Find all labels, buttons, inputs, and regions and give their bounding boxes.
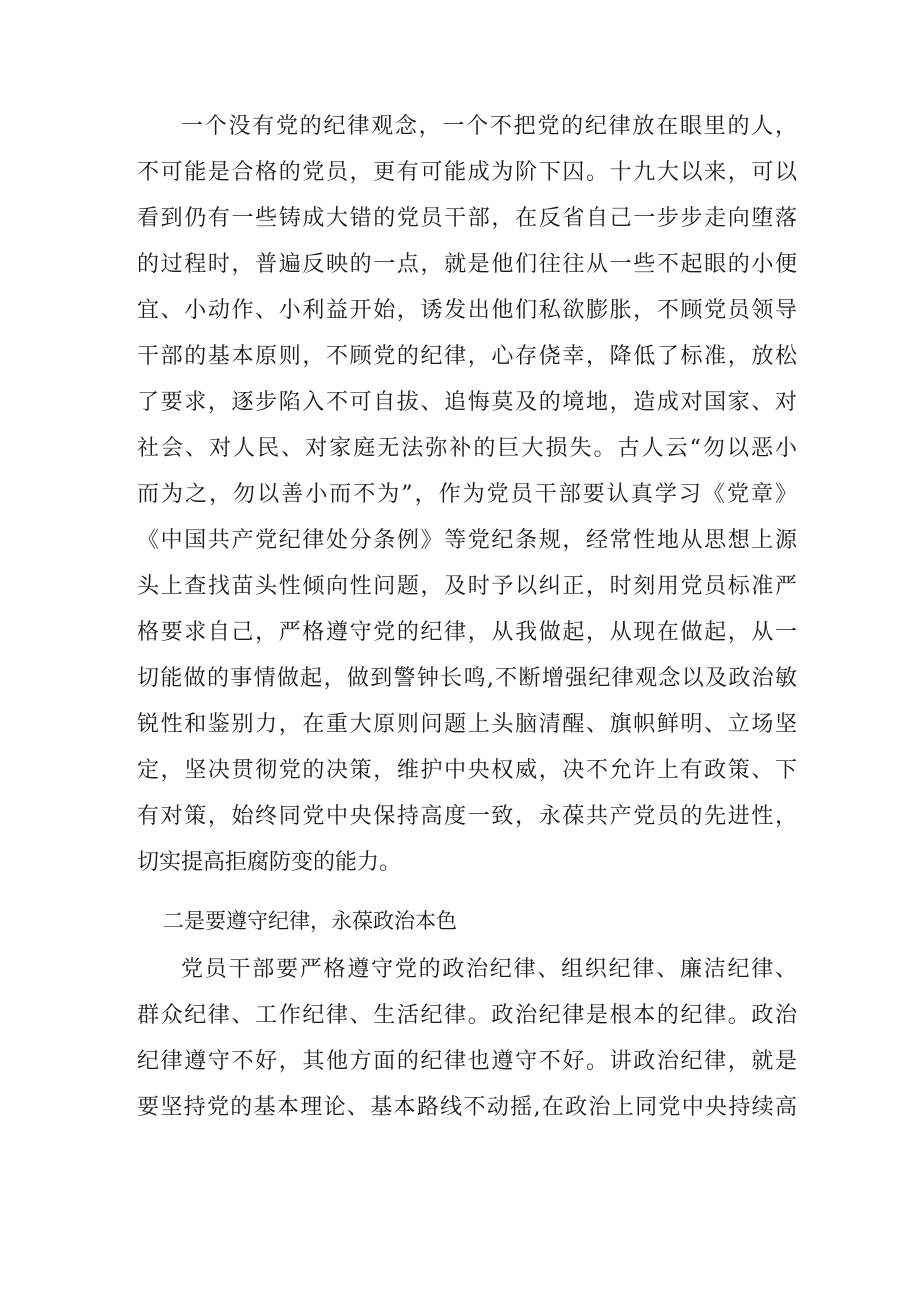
text-line: 一个没有党的纪律观念，一个不把党的纪律放在眼里的人， — [181, 114, 797, 139]
text-line: 不可能是合格的党员，更有可能成为阶下囚。十九大以来，可以 — [137, 160, 797, 185]
text-line: 格要求自己，严格遵守党的纪律，从我做起，从现在做起，从一 — [137, 620, 797, 645]
text-line: 定，坚决贯彻党的决策，维护中央权威，决不允许上有政策、下 — [137, 758, 797, 783]
text-line: 的过程时，普遍反映的一点，就是他们往往从一些不起眼的小便 — [137, 252, 797, 277]
text-line: 干部的基本原则，不顾党的纪律，心存侥幸，降低了标准，放松 — [137, 344, 797, 369]
text-line: 《中国共产党纪律处分条例》等党纪条规，经常性地从思想上源 — [137, 528, 797, 553]
paragraph-gap — [137, 886, 797, 898]
text-line: 切能做的事情做起，做到警钟长鸣,不断增强纪律观念以及政治敏 — [137, 666, 797, 691]
section-heading: 二是要遵守纪律，永葆政治本色 — [163, 909, 457, 933]
text-line: 社会、对人民、对家庭无法弥补的巨大损失。古人云“勿以恶小 — [137, 436, 797, 461]
text-line: 纪律遵守不好，其他方面的纪律也遵守不好。讲政治纪律，就是 — [137, 1049, 797, 1074]
text-line: 了要求，逐步陷入不可自拔、追悔莫及的境地，造成对国家、对 — [137, 390, 797, 415]
text-line: 宜、小动作、小利益开始，诱发出他们私欲膨胀，不顾党员领导 — [137, 298, 797, 323]
text-line: 而为之，勿以善小而不为”，作为党员干部要认真学习《党章》 — [137, 482, 797, 507]
text-line: 群众纪律、工作纪律、生活纪律。政治纪律是根本的纪律。政治 — [137, 1003, 797, 1028]
text-line: 要坚持党的基本理论、基本路线不动摇,在政治上同党中央持续高 — [137, 1095, 797, 1120]
text-line: 有对策，始终同党中央保持高度一致，永葆共产党员的先进性， — [137, 804, 797, 829]
paragraph-1 — [137, 104, 797, 886]
document-body — [137, 104, 797, 1131]
text-line: 党员干部要严格遵守党的政治纪律、组织纪律、廉洁纪律、 — [181, 957, 797, 982]
text-line: 看到仍有一些铸成大错的党员干部，在反省自己一步步走向堕落 — [137, 206, 797, 231]
text-line: 切实提高拒腐防变的能力。 — [137, 850, 402, 875]
text-line: 头上查找苗头性倾向性问题，及时予以纠正，时刻用党员标准严 — [137, 574, 797, 599]
text-line: 锐性和鉴别力，在重大原则问题上头脑清醒、旗帜鲜明、立场坚 — [137, 712, 797, 737]
paragraph-2 — [137, 947, 797, 1131]
